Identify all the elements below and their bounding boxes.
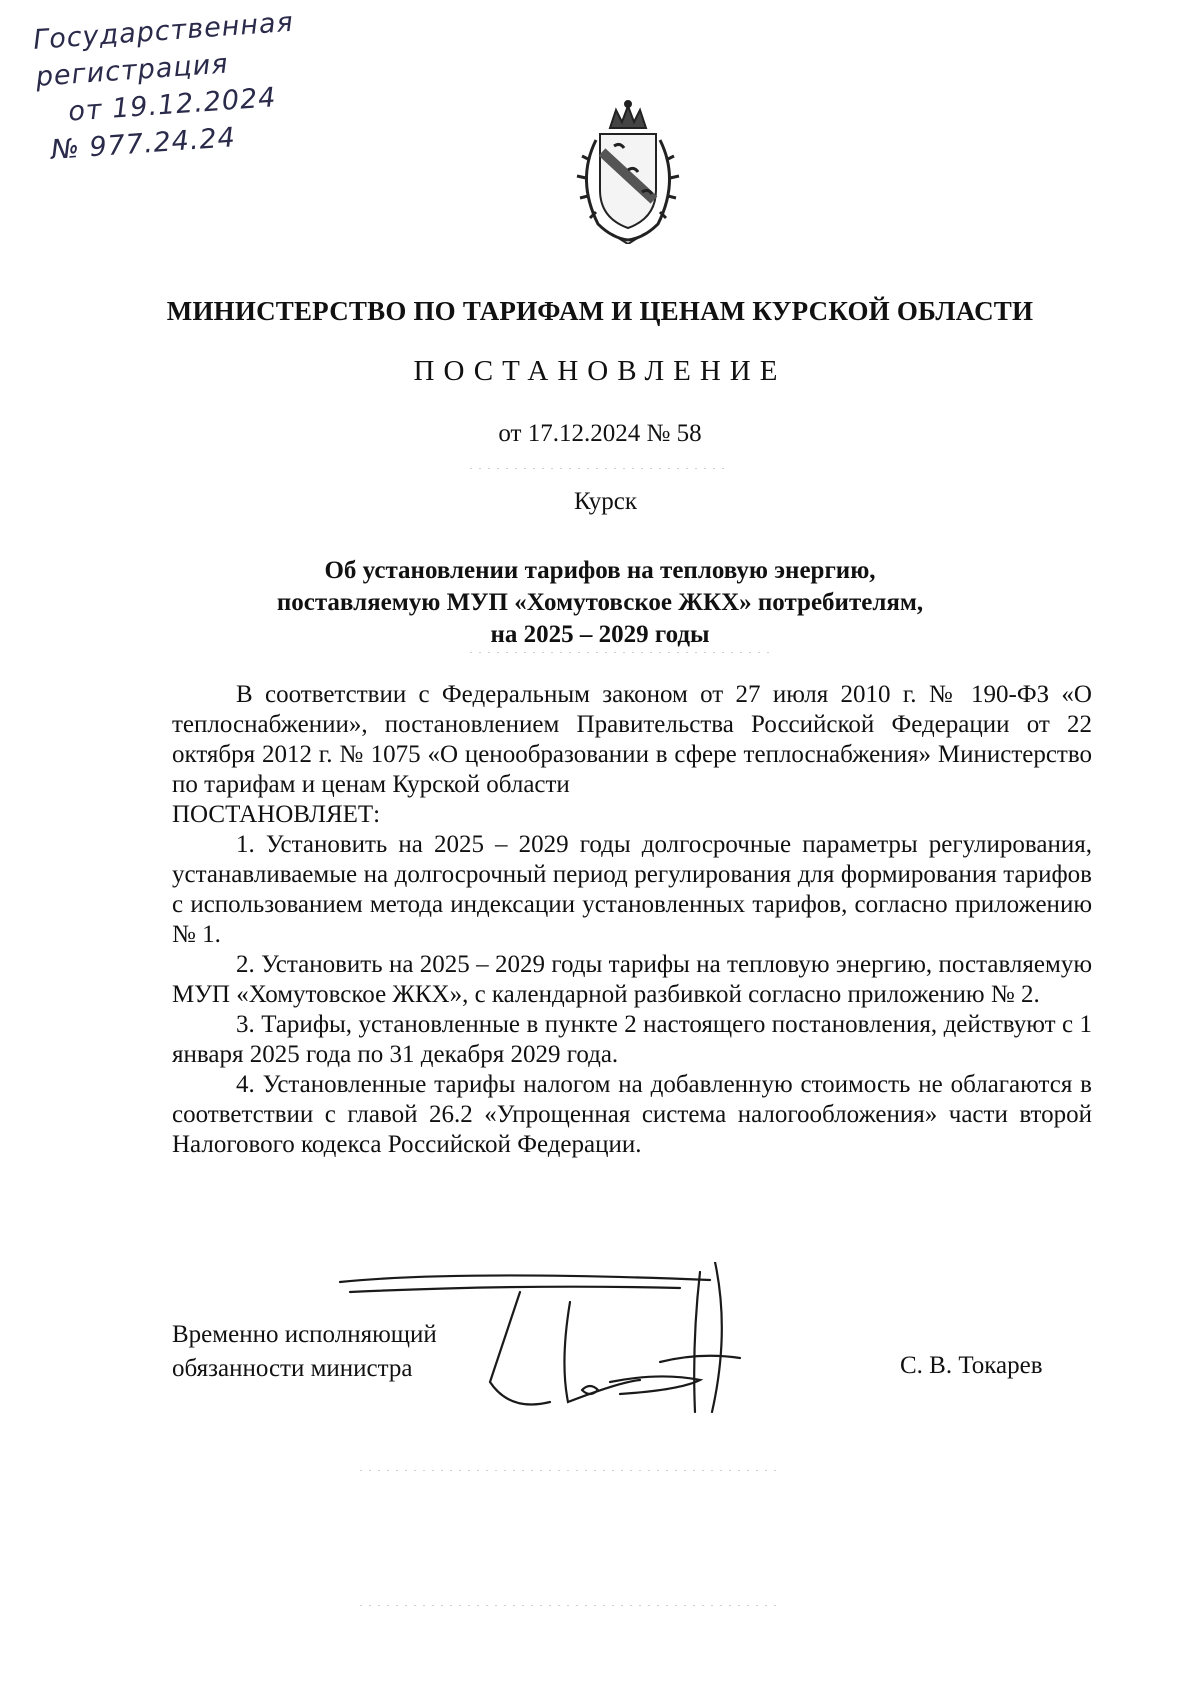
preamble-paragraph: В соответствии с Федеральным законом от 27 июля 2010 г. № 190-ФЗ «О теплоснабжении», постановлением Правительства Российской Федерации от 22 октября 2012 г. № 1075 «О ценообразовании в сфере теплоснабжения» Министерство по тарифам и ценам Курской области (172, 681, 1092, 798)
signatory-title (172, 1318, 437, 1386)
decree-item: 4. Установленные тарифы налогом на добавленную стоимость не облагаются в соответствии с главой 26.2 «Упрощенная система налогообложения» части второй Налогового кодекса Российской Федерации. (172, 1071, 1092, 1158)
subject-line: на 2025 – 2029 годы (490, 621, 710, 648)
signatory-name: С. В. Токарев (900, 1352, 1043, 1379)
decree-item: 1. Установить на 2025 – 2029 годы долгосрочные параметры регулирования, устанавливаемые на долгосрочный период регулирования для формирования тарифов с использованием метода индексации установленных тарифов, согласно приложению № 1. (172, 831, 1092, 948)
ministry-name: МИНИСТЕРСТВО ПО ТАРИФАМ И ЦЕНАМ КУРСКОЙ ОБЛАСТИ (166, 296, 1034, 326)
scan-speckle (360, 1605, 780, 1606)
document-city: Курск (574, 488, 638, 515)
handwritten-line: Государственная (32, 6, 295, 56)
subject-line: Об установлении тарифов на тепловую энергию, (324, 557, 876, 584)
handwritten-line: регистрация (34, 48, 230, 93)
handwritten-line: № 977.24.24 (49, 122, 237, 166)
decree-item: 3. Тарифы, установленные в пункте 2 настоящего постановления, действуют с 1 января 2025 года по 31 декабря 2029 года. (172, 1011, 1092, 1068)
scan-speckle (470, 468, 730, 469)
coat-of-arms-icon (568, 100, 688, 244)
scan-speckle (470, 652, 770, 653)
handwritten-line: от 19.12.2024 (67, 82, 278, 128)
handwritten-registration-note (32, 0, 381, 170)
document-subject (0, 555, 1200, 651)
signatory-title-line: Временно исполняющий (172, 1321, 437, 1348)
subject-line: поставляемую МУП «Хомутовское ЖКХ» потребителям, (276, 589, 924, 616)
scan-speckle (360, 1470, 780, 1471)
decree-word: ПОСТАНОВЛЯЕТ: (172, 801, 381, 828)
document-type: ПОСТАНОВЛЕНИЕ (413, 355, 787, 387)
signatory-title-line: обязанности министра (172, 1355, 413, 1382)
document-date-number: от 17.12.2024 № 58 (498, 420, 702, 447)
document-body (172, 680, 1092, 1160)
decree-item: 2. Установить на 2025 – 2029 годы тарифы на тепловую энергию, поставляемую МУП «Хомутовское ЖКХ», с календарной разбивкой согласно приложению № 2. (172, 951, 1092, 1008)
